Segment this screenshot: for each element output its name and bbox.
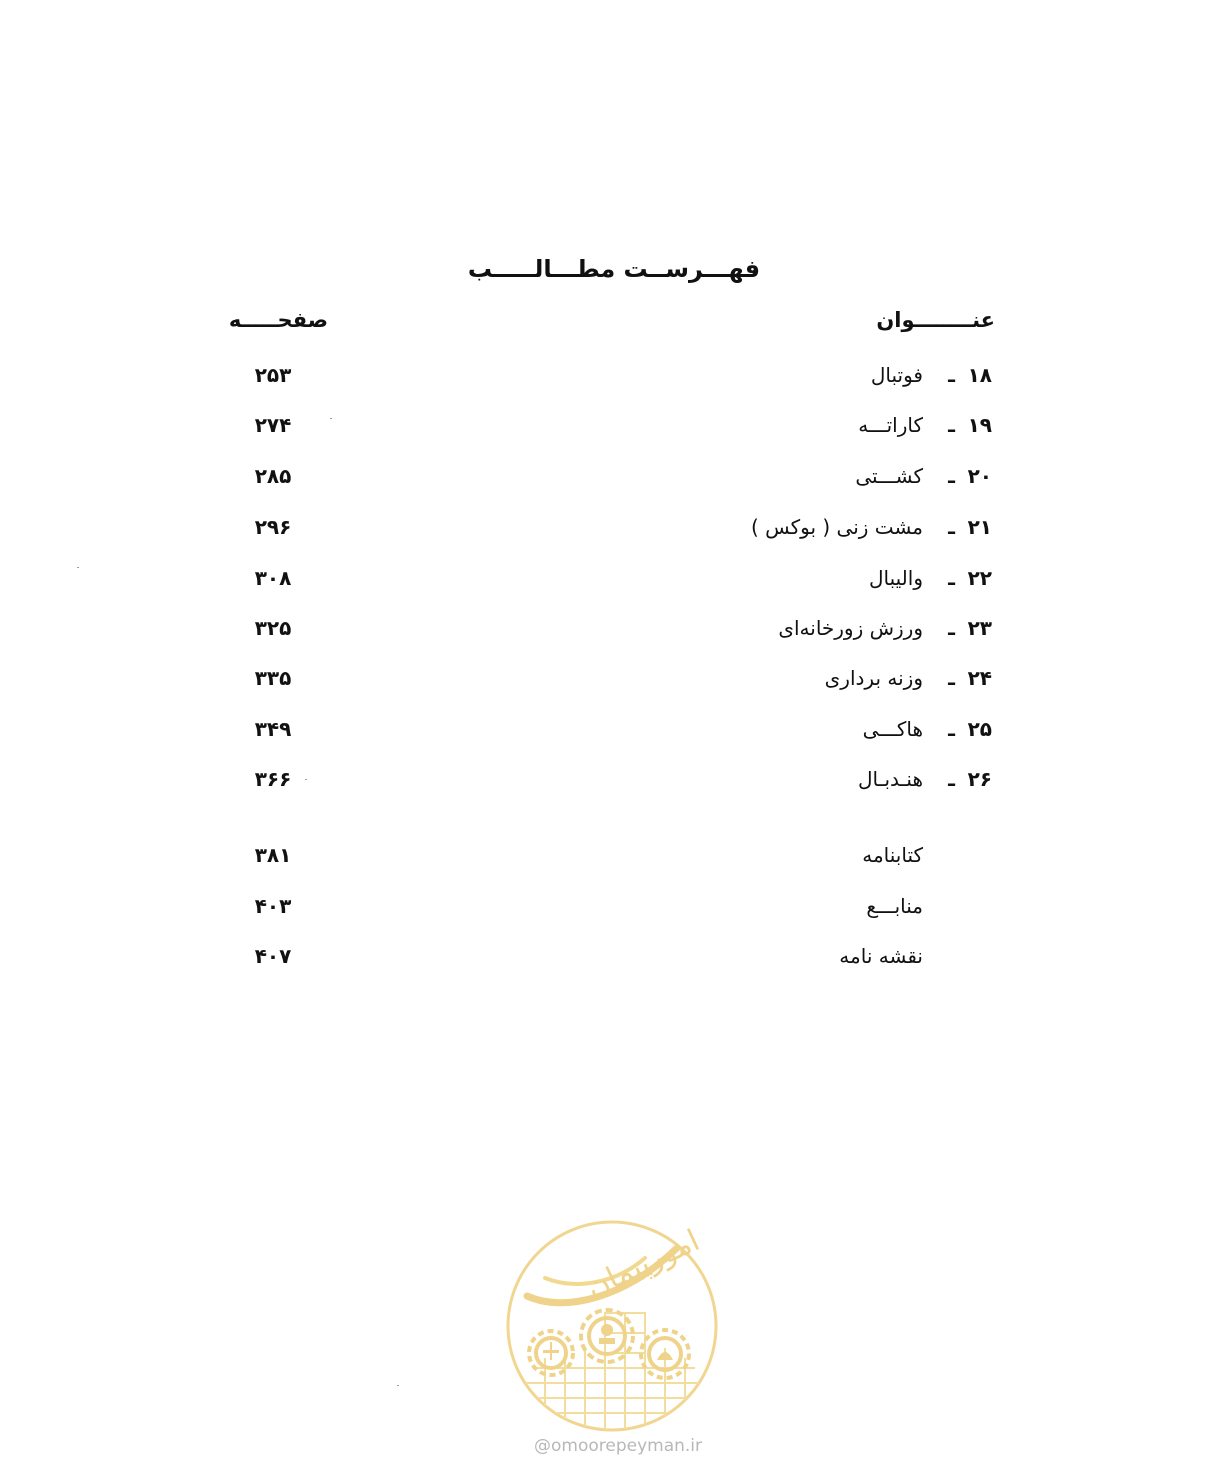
entry-page: ۳۸۱: [254, 843, 292, 867]
scan-speck: [77, 567, 79, 568]
scan-speck: [330, 418, 332, 419]
toc-entry: [0, 464, 1228, 504]
toc-entry: [0, 616, 1228, 656]
entry-title: ورزش زورخانه‌ای: [778, 616, 923, 640]
toc-entry: [0, 515, 1228, 555]
entry-number: ۲۰: [967, 464, 992, 488]
entry-title: منابـــع: [866, 894, 923, 918]
appendix-entry: [0, 944, 1228, 984]
entry-number: ۱۹: [967, 413, 992, 437]
entry-title: هاکـــی: [862, 717, 923, 741]
entry-dash: ـ: [948, 717, 955, 741]
entry-page: ۲۵۳: [254, 363, 292, 387]
entry-title: کتابنامه: [862, 843, 923, 867]
entry-title: کاراتـــه: [858, 413, 923, 437]
entry-page: ۲۸۵: [254, 464, 292, 488]
omoorepeyman-seal-icon: [505, 1218, 719, 1438]
toc-title: فهـــرســت مطـــالـــــب: [467, 255, 761, 283]
entry-dash: ـ: [948, 616, 955, 640]
entry-title: کشـــتی: [855, 464, 923, 488]
entry-dash: ـ: [948, 464, 955, 488]
scan-speck: [305, 779, 307, 780]
entry-number: ۲۱: [967, 515, 992, 539]
entry-title: فوتبال: [870, 363, 923, 387]
entry-dash: ـ: [948, 767, 955, 791]
appendix-entry: [0, 894, 1228, 934]
toc-entry: [0, 566, 1228, 606]
toc-entry: [0, 363, 1228, 403]
entry-dash: ـ: [948, 566, 955, 590]
scan-speck: [397, 1385, 399, 1386]
entry-page: ۲۷۴: [254, 413, 292, 437]
watermark: @omoorepeyman.ir: [533, 1436, 703, 1456]
entry-title: هنـدبـال: [858, 767, 923, 791]
entry-number: ۲۵: [967, 717, 992, 741]
entry-page: ۳۶۶: [254, 767, 292, 791]
entry-page: ۴۰۷: [254, 944, 292, 968]
entry-title: مشت زنی ( بوکس ): [750, 515, 923, 539]
entry-title: وزنه برداری: [824, 666, 923, 690]
logo-text: امورپیمان: [581, 1223, 705, 1306]
entry-title: والیبال: [868, 566, 923, 590]
entry-number: ۲۳: [967, 616, 992, 640]
entry-dash: ـ: [948, 515, 955, 539]
column-header-title: عنــــــــوان: [876, 308, 995, 332]
entry-number: ۱۸: [967, 363, 992, 387]
entry-page: ۲۹۶: [254, 515, 292, 539]
appendix-entry: [0, 843, 1228, 883]
column-header-page: صفحـــــه: [228, 308, 328, 332]
toc-entry: [0, 413, 1228, 453]
entry-number: ۲۴: [967, 666, 992, 690]
entry-dash: ـ: [948, 363, 955, 387]
toc-entry: [0, 767, 1228, 807]
entry-page: ۳۲۵: [254, 616, 292, 640]
entry-number: ۲۲: [967, 566, 992, 590]
entry-dash: ـ: [948, 666, 955, 690]
entry-number: ۲۶: [967, 767, 992, 791]
entry-page: ۳۰۸: [254, 566, 292, 590]
entry-page: ۳۴۹: [254, 717, 292, 741]
entry-page: ۴۰۳: [254, 894, 292, 918]
toc-entry: [0, 717, 1228, 757]
entry-title: نقشه نامه: [839, 944, 923, 968]
entry-dash: ـ: [948, 413, 955, 437]
entry-page: ۳۳۵: [254, 666, 292, 690]
toc-entry: [0, 666, 1228, 706]
